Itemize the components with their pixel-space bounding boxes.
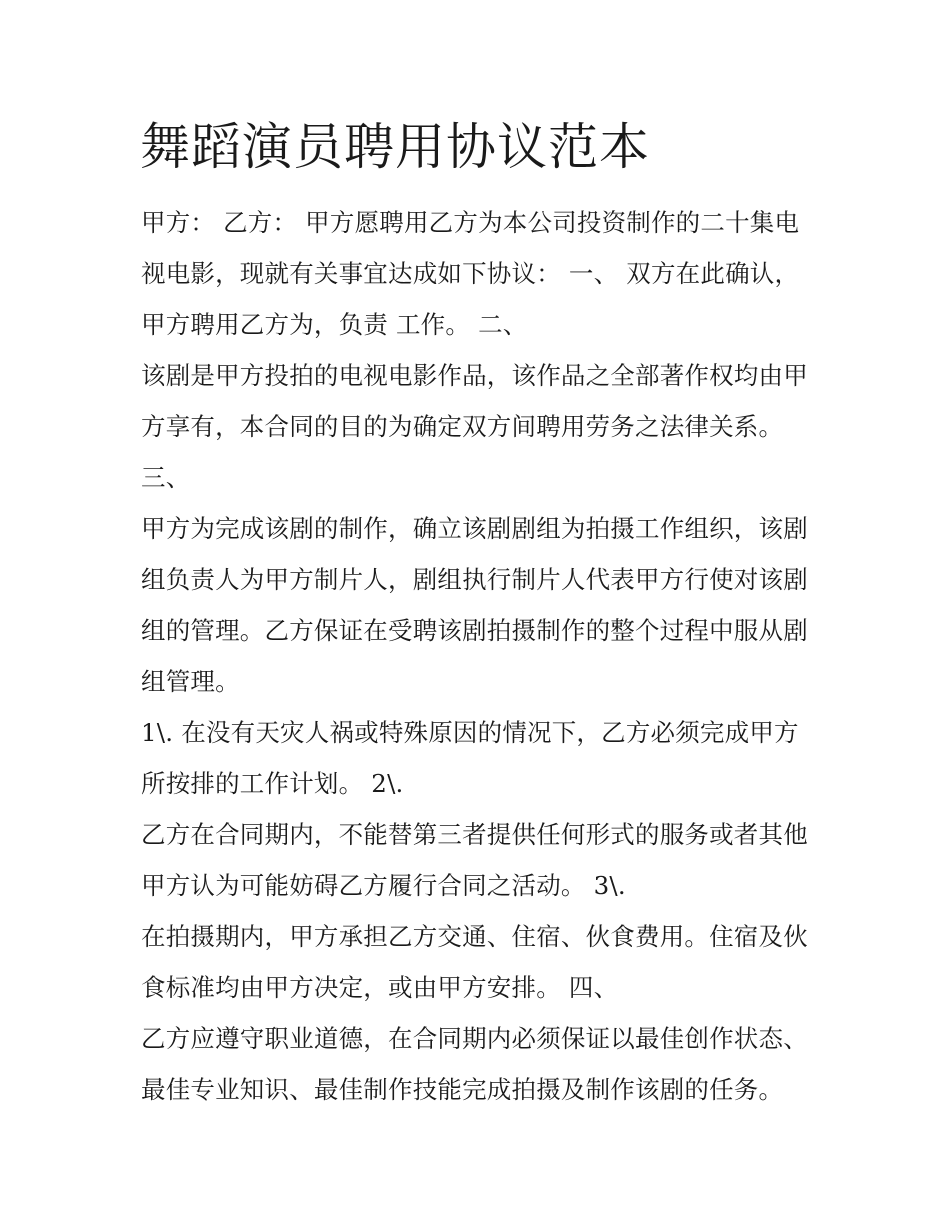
body-line-10: 组管理。 bbox=[141, 667, 240, 696]
body-line-12: 所按排的工作计划。 2\. bbox=[141, 769, 404, 798]
section-heading-3: 三、 bbox=[141, 463, 191, 492]
body-line-1: 甲方： 乙方： 甲方愿聘用乙方为本公司投资制作的二十集电 bbox=[141, 208, 800, 237]
body-line-17: 乙方应遵守职业道德，在合同期内必须保证以最佳创作状态、 bbox=[141, 1024, 808, 1053]
body-line-15: 在拍摄期内，甲方承担乙方交通、住宿、伙食费用。住宿及伙 bbox=[141, 922, 808, 951]
body-line-13: 乙方在合同期内，不能替第三者提供任何形式的服务或者其他 bbox=[141, 820, 808, 849]
body-line-5: 方享有，本合同的目的为确定双方间聘用劳务之法律关系。 bbox=[141, 412, 784, 441]
body-line-18: 最佳专业知识、最佳制作技能完成拍摄及制作该剧的任务。 bbox=[141, 1075, 784, 1104]
body-line-8: 组负责人为甲方制片人，剧组执行制片人代表甲方行使对该剧 bbox=[141, 565, 808, 594]
document-title: 舞蹈演员聘用协议范本 bbox=[140, 118, 650, 176]
body-line-4: 该剧是甲方投拍的电视电影作品，该作品之全部著作权均由甲 bbox=[141, 361, 808, 390]
body-line-16: 食标准均由甲方决定，或由甲方安排。 四、 bbox=[141, 973, 619, 1002]
body-line-7: 甲方为完成该剧的制作，确立该剧剧组为拍摄工作组织，该剧 bbox=[141, 514, 808, 543]
body-line-14: 甲方认为可能妨碍乙方履行合同之活动。 3\. bbox=[141, 871, 626, 900]
body-line-2: 视电影，现就有关事宜达成如下协议： 一、 双方在此确认， bbox=[141, 259, 800, 288]
body-line-11: 1\. 在没有天灾人祸或特殊原因的情况下，乙方必须完成甲方 bbox=[141, 718, 799, 747]
body-line-9: 组的管理。乙方保证在受聘该剧拍摄制作的整个过程中服从剧 bbox=[141, 616, 808, 645]
body-line-3: 甲方聘用乙方为，负责 工作。 二、 bbox=[141, 310, 528, 339]
